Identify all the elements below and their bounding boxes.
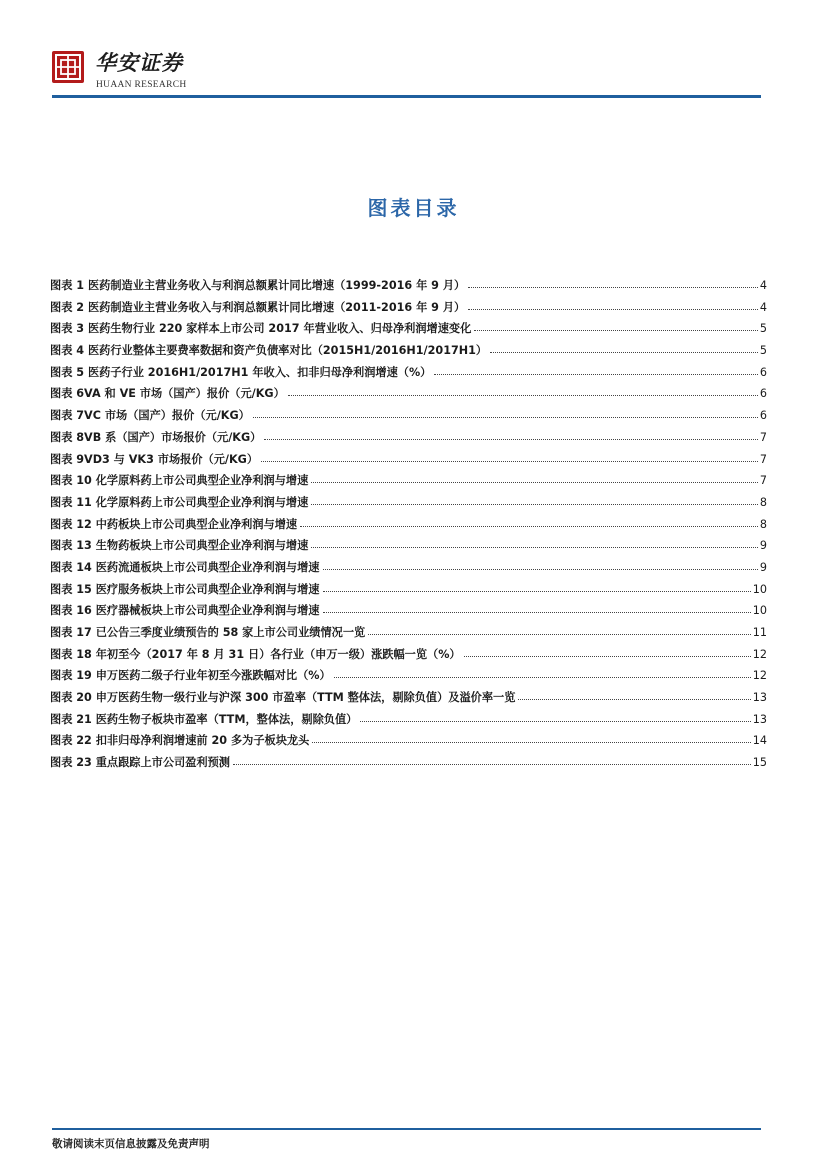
toc-entry-page: 7: [759, 452, 767, 466]
toc-dot-leader: [264, 438, 758, 440]
toc-entry-page: 15: [752, 756, 767, 770]
toc-entry-page: 9: [759, 539, 767, 553]
toc-entry-page: 13: [752, 691, 767, 705]
toc-entry[interactable]: [50, 362, 767, 384]
toc-dot-leader: [464, 655, 751, 657]
toc-dot-leader: [253, 416, 758, 418]
toc-entry-title: 图表 3 医药生物行业 220 家样本上市公司 2017 年营业收入、归母净利润增速变化: [50, 322, 472, 336]
toc-dot-leader: [468, 286, 758, 288]
toc-dot-leader: [490, 351, 758, 353]
toc-entry-title: 图表 1 医药制造业主营业务收入与利润总额累计同比增速（1999-2016 年 9 月）: [50, 279, 466, 292]
toc-entry[interactable]: [50, 340, 767, 362]
toc-entry-title: 图表 13 生物药板块上市公司典型企业净利润与增速: [50, 539, 309, 553]
toc-entry[interactable]: [50, 622, 767, 644]
seal-logo-icon: [52, 51, 84, 83]
toc-dot-leader: [468, 308, 758, 310]
toc-entry-title: 图表 10 化学原料药上市公司典型企业净利润与增速: [50, 474, 309, 488]
toc-entry-page: 8: [759, 517, 767, 531]
toc-dot-leader: [334, 676, 751, 678]
toc-entry[interactable]: [50, 383, 767, 405]
toc-dot-leader: [360, 720, 750, 722]
toc-dot-leader: [434, 373, 758, 375]
toc-entry-page: 6: [759, 409, 767, 423]
toc-entry[interactable]: [50, 752, 767, 774]
toc-entry-page: 12: [752, 669, 767, 683]
toc-entry[interactable]: [50, 535, 767, 557]
toc-entry[interactable]: [50, 665, 767, 687]
toc-entry[interactable]: [50, 600, 767, 622]
toc-entry-page: 4: [759, 279, 767, 292]
toc-entry-title: 图表 17 已公告三季度业绩预告的 58 家上市公司业绩情况一览: [50, 626, 366, 639]
toc-entry-title: 图表 6VA 和 VE 市场（国产）报价（元/KG）: [50, 387, 285, 401]
toc-dot-leader: [300, 525, 758, 527]
toc-entry[interactable]: [50, 427, 767, 449]
toc-entry[interactable]: [50, 318, 767, 340]
toc-entry[interactable]: [50, 275, 767, 297]
toc-dot-leader: [311, 503, 758, 505]
toc-entry[interactable]: [50, 709, 767, 731]
toc-entry[interactable]: [50, 297, 767, 319]
toc-entry-title: 图表 4 医药行业整体主要费率数据和资产负债率对比（2015H1/2016H1/2017H1）: [50, 344, 488, 358]
toc-entry-title: 图表 20 申万医药生物一级行业与沪深 300 市盈率（TTM 整体法，剔除负值）及溢价率一览: [50, 691, 516, 705]
toc-entry-title: 图表 12 中药板块上市公司典型企业净利润与增速: [50, 517, 298, 531]
toc-entry-title: 图表 23 重点跟踪上市公司盈利预测: [50, 756, 230, 770]
footer-divider: [52, 1128, 761, 1130]
toc-entry[interactable]: [50, 492, 767, 514]
toc-dot-leader: [311, 546, 758, 548]
toc-entry-page: 13: [752, 712, 767, 726]
toc-entry-page: 5: [759, 322, 767, 336]
header-divider: [52, 95, 761, 98]
toc-entry-page: 7: [759, 474, 767, 488]
toc-entry-title: 图表 7VC 市场（国产）报价（元/KG）: [50, 409, 250, 423]
toc-dot-leader: [233, 763, 751, 765]
toc-entry-title: 图表 22 扣非归母净利润增速前 20 多为子板块龙头: [50, 734, 310, 748]
toc-entry[interactable]: [50, 730, 767, 752]
toc-entry-title: 图表 19 申万医药二级子行业年初至今涨跌幅对比（%）: [50, 669, 331, 683]
toc-entry-page: 9: [759, 560, 767, 574]
toc-entry-page: 6: [759, 387, 767, 401]
toc-entry-page: 6: [759, 365, 767, 379]
toc-entry[interactable]: [50, 449, 767, 471]
toc-dot-leader: [518, 698, 750, 700]
toc-entry-page: 8: [759, 495, 767, 509]
brand-name-en: HUAAN RESEARCH: [96, 80, 187, 90]
toc-entry[interactable]: [50, 470, 767, 492]
toc-entry-title: 图表 15 医疗服务板块上市公司典型企业净利润与增速: [50, 582, 320, 596]
toc-dot-leader: [312, 741, 750, 743]
toc-dot-leader: [323, 568, 758, 570]
toc-entry-page: 14: [752, 734, 767, 748]
toc-dot-leader: [261, 460, 758, 462]
toc-entry-title: 图表 11 化学原料药上市公司典型企业净利润与增速: [50, 495, 309, 509]
toc-entry[interactable]: [50, 579, 767, 601]
toc-entry-title: 图表 8VB 系（国产）市场报价（元/KG）: [50, 430, 262, 444]
toc-entry-page: 7: [759, 430, 767, 444]
toc-dot-leader: [474, 329, 758, 331]
toc-entry-title: 图表 9VD3 与 VK3 市场报价（元/KG）: [50, 452, 259, 466]
toc-entry-page: 5: [759, 344, 767, 358]
toc-entry-title: 图表 16 医疗器械板块上市公司典型企业净利润与增速: [50, 604, 320, 618]
toc-title: 图表目录: [367, 196, 460, 220]
brand-logo: [52, 51, 84, 83]
toc-entry-title: 图表 21 医药生物子板块市盈率（TTM，整体法，剔除负值）: [50, 712, 358, 726]
footer-disclaimer: 敬请阅读末页信息披露及免责声明: [52, 1138, 210, 1150]
toc-entry-title: 图表 5 医药子行业 2016H1/2017H1 年收入、扣非归母净利润增速（%）: [50, 365, 432, 379]
toc-dot-leader: [288, 394, 758, 396]
toc-entry[interactable]: [50, 514, 767, 536]
brand-name-cn: 华安证券: [95, 50, 183, 75]
toc-entry-page: 4: [759, 300, 767, 314]
toc-dot-leader: [323, 611, 751, 613]
toc-dot-leader: [368, 633, 751, 635]
toc-entry-page: 11: [752, 626, 767, 639]
toc-entry[interactable]: [50, 557, 767, 579]
toc-entry-title: 图表 2 医药制造业主营业务收入与利润总额累计同比增速（2011-2016 年 9 月）: [50, 300, 466, 314]
toc-list: [50, 275, 767, 774]
toc-entry[interactable]: [50, 405, 767, 427]
toc-entry-page: 10: [752, 604, 767, 618]
toc-dot-leader: [311, 481, 758, 483]
toc-entry-page: 10: [752, 582, 767, 596]
toc-entry-title: 图表 14 医药流通板块上市公司典型企业净利润与增速: [50, 560, 320, 574]
toc-dot-leader: [323, 590, 751, 592]
toc-entry[interactable]: [50, 687, 767, 709]
toc-entry-page: 12: [752, 647, 767, 661]
toc-entry[interactable]: [50, 644, 767, 666]
toc-entry-title: 图表 18 年初至今（2017 年 8 月 31 日）各行业（申万一级）涨跌幅一览（%）: [50, 647, 461, 661]
